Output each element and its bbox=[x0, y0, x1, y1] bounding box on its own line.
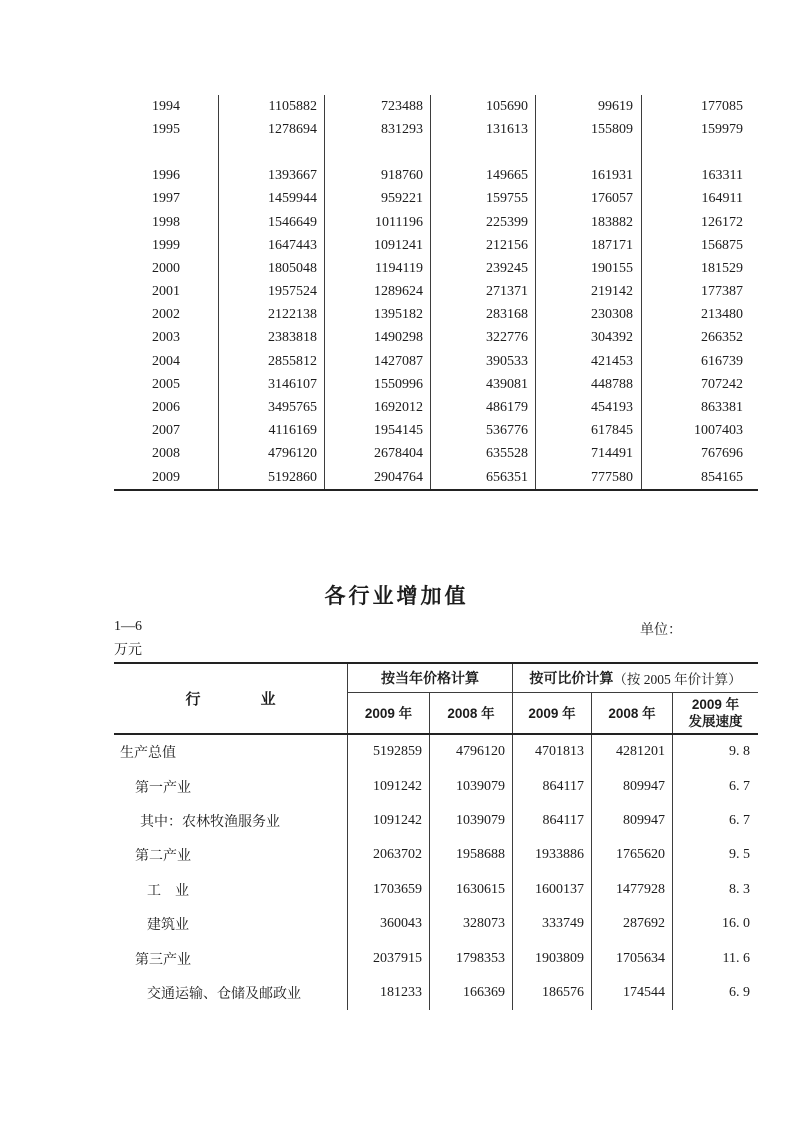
value-cell: 212156 bbox=[431, 234, 536, 257]
years-table-row bbox=[114, 396, 758, 419]
value-cell: 1427087 bbox=[325, 350, 431, 373]
years-table-row bbox=[114, 211, 758, 234]
value-cell: 3495765 bbox=[219, 396, 325, 419]
industry-value-cell: 6. 7 bbox=[729, 778, 750, 794]
year-cell: 2000 bbox=[114, 257, 219, 280]
years-table bbox=[114, 95, 758, 491]
value-cell: 863381 bbox=[701, 400, 743, 416]
industry-value-cell: 1039079 bbox=[430, 804, 513, 838]
industry-value-cell: 1630615 bbox=[430, 873, 513, 907]
table-number: 1—6 bbox=[114, 619, 142, 634]
value-cell: 266352 bbox=[701, 330, 743, 346]
unit-label: 单位： bbox=[640, 623, 682, 638]
year-cell: 1997 bbox=[114, 188, 219, 211]
value-cell: 1490298 bbox=[325, 327, 431, 350]
value-cell: 1954145 bbox=[325, 420, 431, 443]
comparable-price-note: （按 2005 年价计算） bbox=[613, 672, 742, 687]
value-cell: 1011196 bbox=[325, 211, 431, 234]
growth-rate-col-header-line1: 2009 年 bbox=[691, 697, 740, 712]
industry-value-cell: 181233 bbox=[348, 976, 430, 1010]
value-cell: 767696 bbox=[701, 446, 743, 462]
value-cell: 181529 bbox=[701, 260, 743, 276]
industry-label-cell: 交通运输、仓储及邮政业 bbox=[114, 976, 348, 1010]
industry-value-cell: 1903809 bbox=[513, 941, 592, 975]
value-cell: 161931 bbox=[536, 165, 642, 188]
industry-value-cell: 174544 bbox=[592, 976, 673, 1010]
value-cell: 1105882 bbox=[219, 95, 325, 118]
industry-label-cell: 建筑业 bbox=[114, 907, 348, 941]
year-cell: 2001 bbox=[114, 281, 219, 304]
value-cell: 190155 bbox=[536, 257, 642, 280]
value-cell: 304392 bbox=[536, 327, 642, 350]
value-cell: 1647443 bbox=[219, 234, 325, 257]
industry-label-cell: 工 业 bbox=[114, 873, 348, 907]
value-cell: 831293 bbox=[325, 118, 431, 141]
value-cell: 1546649 bbox=[219, 211, 325, 234]
value-cell: 225399 bbox=[431, 211, 536, 234]
industry-table-body bbox=[114, 735, 758, 1010]
value-cell bbox=[325, 141, 431, 164]
industry-value-cell: 1765620 bbox=[592, 838, 673, 872]
value-cell: 390533 bbox=[431, 350, 536, 373]
year-cell: 1995 bbox=[114, 118, 219, 141]
value-cell bbox=[431, 141, 536, 164]
value-cell: 163311 bbox=[701, 168, 743, 184]
industry-value-cell: 809947 bbox=[592, 804, 673, 838]
year-col-header-comparable-2008: 2008 年 bbox=[592, 693, 673, 733]
industry-table-row bbox=[114, 735, 758, 769]
value-cell: 230308 bbox=[536, 304, 642, 327]
value-cell: 322776 bbox=[431, 327, 536, 350]
years-table-row bbox=[114, 466, 758, 489]
industry-value-cell: 11. 6 bbox=[722, 950, 750, 966]
industry-label-cell: 第一产业 bbox=[114, 769, 348, 803]
industry-column-header: 行 业 bbox=[114, 664, 348, 733]
year-cell: 2005 bbox=[114, 373, 219, 396]
value-cell: 4796120 bbox=[219, 443, 325, 466]
value-cell: 448788 bbox=[536, 373, 642, 396]
value-cell: 2904764 bbox=[325, 466, 431, 489]
value-cell: 714491 bbox=[536, 443, 642, 466]
industry-value-cell: 864117 bbox=[513, 804, 592, 838]
industry-value-cell: 9. 5 bbox=[729, 847, 750, 863]
industry-value-cell: 287692 bbox=[592, 907, 673, 941]
growth-rate-col-header-line2: 发展速度 bbox=[688, 714, 743, 729]
value-cell: 239245 bbox=[431, 257, 536, 280]
industry-table-row bbox=[114, 907, 758, 941]
industry-value-cell: 1958688 bbox=[430, 838, 513, 872]
industry-value-cell: 4701813 bbox=[513, 735, 592, 769]
value-cell: 1007403 bbox=[694, 423, 743, 439]
value-cell: 4116169 bbox=[219, 420, 325, 443]
industry-value-cell: 333749 bbox=[513, 907, 592, 941]
year-col-header-current-2008: 2008 年 bbox=[430, 693, 513, 733]
years-table-body bbox=[114, 95, 758, 489]
value-cell: 164911 bbox=[701, 191, 743, 207]
value-cell: 918760 bbox=[325, 165, 431, 188]
value-cell bbox=[642, 141, 758, 164]
group-header-row bbox=[348, 664, 758, 693]
value-cell: 271371 bbox=[431, 281, 536, 304]
year-cell: 2004 bbox=[114, 350, 219, 373]
industry-table-row bbox=[114, 976, 758, 1010]
value-cell: 1459944 bbox=[219, 188, 325, 211]
years-table-row bbox=[114, 234, 758, 257]
value-cell: 159979 bbox=[701, 121, 743, 137]
value-cell: 213480 bbox=[701, 307, 743, 323]
industry-value-cell: 9. 8 bbox=[729, 744, 750, 760]
value-cell: 1194119 bbox=[325, 257, 431, 280]
year-cell: 1996 bbox=[114, 165, 219, 188]
industry-value-cell: 1703659 bbox=[348, 873, 430, 907]
industry-value-cell: 1600137 bbox=[513, 873, 592, 907]
value-cell: 156875 bbox=[701, 237, 743, 253]
value-cell: 219142 bbox=[536, 281, 642, 304]
years-table-row bbox=[114, 188, 758, 211]
value-cell: 5192860 bbox=[219, 466, 325, 489]
years-spacer-row bbox=[114, 141, 758, 164]
year-cell: 1999 bbox=[114, 234, 219, 257]
value-cell: 2678404 bbox=[325, 443, 431, 466]
value-cell: 439081 bbox=[431, 373, 536, 396]
value-cell: 1091241 bbox=[325, 234, 431, 257]
industry-value-cell: 1933886 bbox=[513, 838, 592, 872]
value-cell: 159755 bbox=[431, 188, 536, 211]
year-cell: 2003 bbox=[114, 327, 219, 350]
years-table-row bbox=[114, 304, 758, 327]
value-cell: 2383818 bbox=[219, 327, 325, 350]
value-cell: 131613 bbox=[431, 118, 536, 141]
years-table-row bbox=[114, 443, 758, 466]
industry-value-cell: 6. 9 bbox=[729, 984, 750, 1000]
industry-value-cell: 4796120 bbox=[430, 735, 513, 769]
industry-table-row bbox=[114, 941, 758, 975]
value-cell: 959221 bbox=[325, 188, 431, 211]
industry-value-cell: 809947 bbox=[592, 769, 673, 803]
industry-value-cell: 6. 7 bbox=[729, 812, 750, 828]
year-header-row bbox=[348, 693, 758, 733]
value-cell: 854165 bbox=[701, 469, 743, 485]
years-table-row bbox=[114, 327, 758, 350]
value-cell: 283168 bbox=[431, 304, 536, 327]
value-cell: 1289624 bbox=[325, 281, 431, 304]
industry-value-cell: 864117 bbox=[513, 769, 592, 803]
industry-label-cell: 生产总值 bbox=[114, 735, 348, 769]
value-cell: 1805048 bbox=[219, 257, 325, 280]
value-cell: 1278694 bbox=[219, 118, 325, 141]
value-cell: 126172 bbox=[701, 214, 743, 230]
industry-value-cell: 328073 bbox=[430, 907, 513, 941]
value-cell: 616739 bbox=[701, 353, 743, 369]
value-cell: 421453 bbox=[536, 350, 642, 373]
year-cell: 2006 bbox=[114, 396, 219, 419]
year-col-header-comparable-2009: 2009 年 bbox=[513, 693, 592, 733]
value-cell: 1692012 bbox=[325, 396, 431, 419]
industry-value-cell: 1039079 bbox=[430, 769, 513, 803]
years-table-row bbox=[114, 118, 758, 141]
industry-value-cell: 1091242 bbox=[348, 804, 430, 838]
industry-table-row bbox=[114, 873, 758, 907]
years-table-row bbox=[114, 281, 758, 304]
years-table-row bbox=[114, 95, 758, 118]
industry-value-cell: 4281201 bbox=[592, 735, 673, 769]
comparable-price-label: 按可比价计算 bbox=[529, 670, 614, 686]
industry-value-cell: 1705634 bbox=[592, 941, 673, 975]
value-cell: 149665 bbox=[431, 165, 536, 188]
industry-table-row bbox=[114, 838, 758, 872]
value-cell: 99619 bbox=[536, 95, 642, 118]
industry-table-row bbox=[114, 769, 758, 803]
section-title: 各行业增加值 bbox=[324, 585, 469, 608]
growth-rate-col-header bbox=[673, 693, 758, 733]
year-cell: 1994 bbox=[114, 95, 219, 118]
value-cell: 454193 bbox=[536, 396, 642, 419]
value-cell: 187171 bbox=[536, 234, 642, 257]
value-cell: 183882 bbox=[536, 211, 642, 234]
industry-value-cell: 1477928 bbox=[592, 873, 673, 907]
years-table-row bbox=[114, 373, 758, 396]
value-cell bbox=[219, 141, 325, 164]
industry-value-cell: 16. 0 bbox=[722, 916, 750, 932]
year-cell: 1998 bbox=[114, 211, 219, 234]
industry-value-cell: 360043 bbox=[348, 907, 430, 941]
industry-value-cell: 1091242 bbox=[348, 769, 430, 803]
years-table-row bbox=[114, 350, 758, 373]
year-cell: 2007 bbox=[114, 420, 219, 443]
value-cell: 176057 bbox=[536, 188, 642, 211]
industry-label-cell: 其中：农林牧渔服务业 bbox=[114, 804, 348, 838]
industry-value-cell: 166369 bbox=[430, 976, 513, 1010]
value-cell: 617845 bbox=[536, 420, 642, 443]
industry-label-cell: 第三产业 bbox=[114, 941, 348, 975]
value-cell: 3146107 bbox=[219, 373, 325, 396]
industry-label-cell: 第二产业 bbox=[114, 838, 348, 872]
value-cell: 635528 bbox=[431, 443, 536, 466]
value-cell: 1395182 bbox=[325, 304, 431, 327]
value-cell: 2122138 bbox=[219, 304, 325, 327]
industry-value-cell: 5192859 bbox=[348, 735, 430, 769]
year-cell: 2002 bbox=[114, 304, 219, 327]
industry-value-cell: 2037915 bbox=[348, 941, 430, 975]
industry-table-header-right bbox=[348, 664, 758, 733]
industry-value-cell: 1798353 bbox=[430, 941, 513, 975]
comparable-price-group-header bbox=[513, 664, 758, 693]
value-cell: 656351 bbox=[431, 466, 536, 489]
value-cell: 1393667 bbox=[219, 165, 325, 188]
value-cell: 723488 bbox=[325, 95, 431, 118]
years-table-row bbox=[114, 420, 758, 443]
years-table-row bbox=[114, 165, 758, 188]
industry-value-cell: 186576 bbox=[513, 976, 592, 1010]
industry-value-cell: 8. 3 bbox=[729, 881, 750, 897]
year-cell: 2009 bbox=[114, 466, 219, 489]
value-cell: 777580 bbox=[536, 466, 642, 489]
year-cell: 2008 bbox=[114, 443, 219, 466]
value-cell: 1957524 bbox=[219, 281, 325, 304]
years-table-row bbox=[114, 257, 758, 280]
industry-table bbox=[114, 662, 758, 1010]
value-cell: 105690 bbox=[431, 95, 536, 118]
industry-value-cell: 2063702 bbox=[348, 838, 430, 872]
unit-value: 万元 bbox=[114, 643, 142, 658]
value-cell: 486179 bbox=[431, 396, 536, 419]
value-cell: 2855812 bbox=[219, 350, 325, 373]
value-cell: 1550996 bbox=[325, 373, 431, 396]
year-col-header-current-2009: 2009 年 bbox=[348, 693, 430, 733]
industry-table-row bbox=[114, 804, 758, 838]
industry-table-header bbox=[114, 664, 758, 735]
value-cell: 177387 bbox=[701, 284, 743, 300]
current-price-group-header: 按当年价格计算 bbox=[348, 664, 513, 693]
value-cell bbox=[536, 141, 642, 164]
value-cell: 155809 bbox=[536, 118, 642, 141]
year-cell bbox=[114, 141, 219, 164]
value-cell: 536776 bbox=[431, 420, 536, 443]
value-cell: 707242 bbox=[701, 376, 743, 392]
value-cell: 177085 bbox=[701, 98, 743, 114]
